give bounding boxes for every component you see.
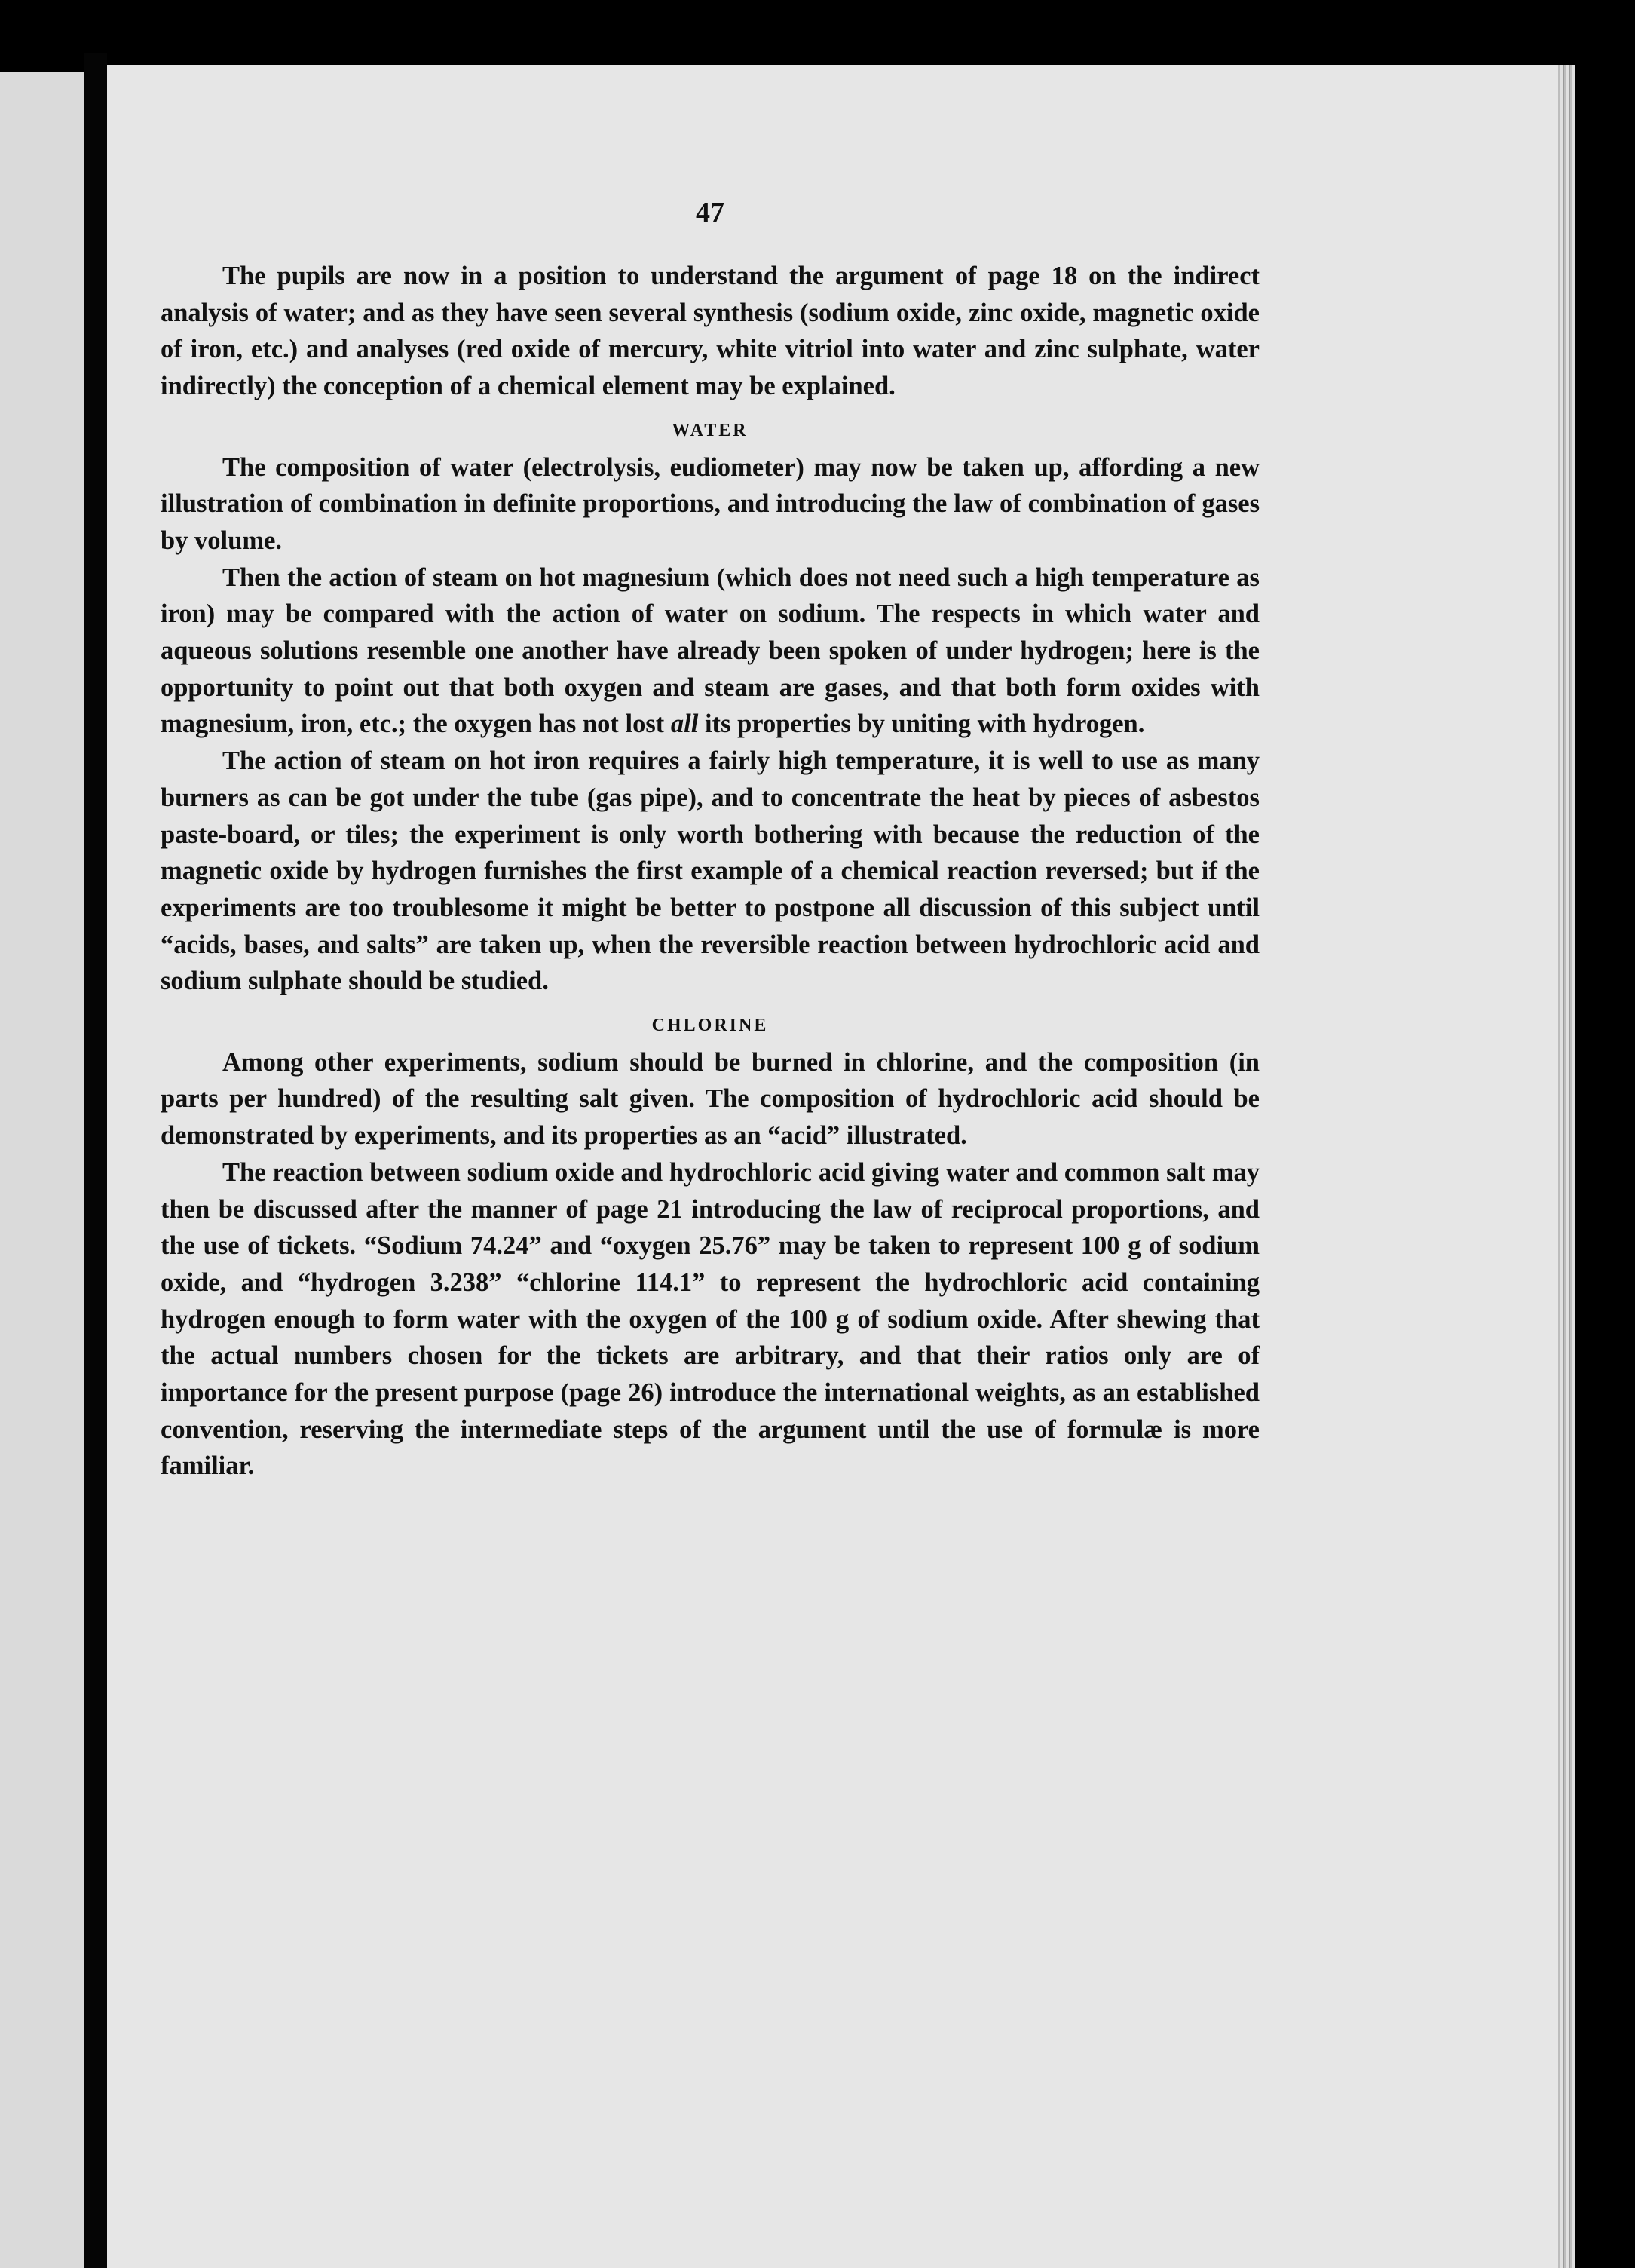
section-heading-water: WATER xyxy=(672,420,749,440)
paragraph-steam-on-magnesium-tail: its properties by uniting with hydrogen. xyxy=(704,710,1145,739)
paragraph-sodium-in-chlorine: Among other experiments, sodium should be burned in chlorine, and the composition (in parts per hundred) of the resulting salt given. The composition of hydrochloric acid should be demonstrated by experiments, and its properties as an “acid” illustrated. xyxy=(161,1047,1260,1151)
paragraph-steam-on-magnesium-text: Then the action of steam on hot magnesium (which does not need such a high temperature as iron) may be compared with the action of water on sodium. The respects in which water and aqueous solutions resemble one another have already been spoken of under hydrogen; here is the opportunity to point out that both oxygen and steam are gases, and that both form oxides with magnesium, iron, etc.; the oxygen has not lost xyxy=(161,562,1260,739)
paragraph-indirect-analysis: The pupils are now in a position to understand the argument of page 18 on the indirect analysis of water; and as they have seen several synthesis (sodium oxide, zinc oxide, magnetic oxide of iron, etc.) and analyses (red oxide of mercury, white vitriol into water and zinc sulphate, water indirectly) the conception of a chemical element may be explained. xyxy=(161,262,1260,401)
facing-page-edge xyxy=(0,72,84,2268)
page-number: 47 xyxy=(696,197,724,228)
book-gutter xyxy=(84,53,107,2268)
section-heading-chlorine: CHLORINE xyxy=(651,1016,769,1036)
page-stack-edge xyxy=(1558,65,1575,2268)
page-text-block xyxy=(161,188,1260,1485)
paragraph-steam-on-magnesium xyxy=(161,559,1260,743)
paragraph-steam-on-iron: The action of steam on hot iron requires a fairly high temperature, it is well to use as many burners as can be got under the tube (gas pipe), and to concentrate the heat by pieces of asbestos paste-board, or tiles; the experiment is only worth bothering with because the reduction of the magnetic oxide by hydrogen furnishes the first example of a chemical reaction reversed; but if the experiments are too troublesome it might be better to postpone all discussion of this subject until “acids, bases, and salts” are taken up, when the reversible reaction between hydrochloric acid and sodium sulphate should be studied. xyxy=(161,746,1260,996)
paragraph-composition-of-water: The composition of water (electrolysis, eudiometer) may now be taken up, affording a new illustration of combination in definite proportions, and introducing the law of combination of gases by volume. xyxy=(161,452,1260,555)
emphasis-all: all xyxy=(670,710,699,739)
paragraph-reciprocal-proportions: The reaction between sodium oxide and hydrochloric acid giving water and common salt may then be discussed after the manner of page 21 introducing the law of reciprocal proportions, and the use of tickets. “Sodium 74.24” and “oxygen 25.76” may be taken to represent 100 g of sodium oxide, and “hydrogen 3.238” “chlorine 114.1” to represent the hydrochloric acid containing hydrogen enough to form water with the oxygen of the 100 g of sodium oxide. After shewing that the actual numbers chosen for the tickets are arbitrary, and that their ratios only are of importance for the present purpose (page 26) introduce the international weights, as an established convention, reserving the intermediate steps of the argument until the use of formulæ is more familiar. xyxy=(161,1157,1260,1481)
